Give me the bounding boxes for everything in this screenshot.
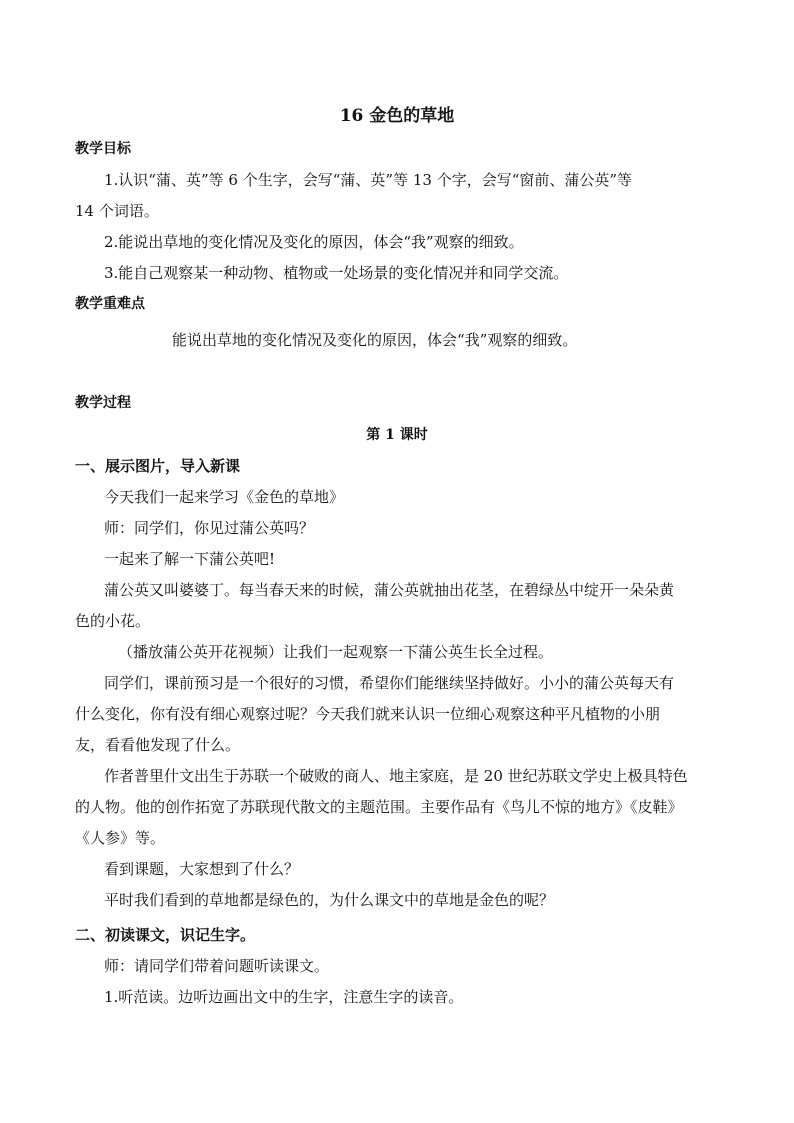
focus-heading: 教学重难点 [75,296,145,312]
goal-item-1: 1.认识“蒲、英”等 6 个生字，会写“蒲、英”等 13 个字，会写“窗前、蒲公英”等 [104,171,633,189]
section-2-heading: 二、初读课文，识记生字。 [75,926,256,944]
section-1-paragraph: 平时我们看到的草地都是绿色的，为什么课文中的草地是金色的呢？ [104,891,555,909]
goal-item-3: 3.能自己观察某一种动物、植物或一处场景的变化情况并和同学交流。 [104,264,569,282]
section-1-paragraph-cont: 友，看看他发现了什么。 [75,736,241,754]
section-1-paragraph: 看到课题，大家想到了什么？ [104,860,300,878]
section-1-paragraph-cont: 什么变化，你有没有细心观察过呢？今天我们就来认识一位细心观察这种平凡植物的小朋 [75,705,661,723]
page-title: 16 金色的草地 [339,106,455,126]
section-1-paragraph-cont: 色的小花。 [75,612,151,630]
section-1-heading: 一、展示图片，导入新课 [75,457,241,475]
section-2-paragraph: 师：请同学们带着问题听读课文。 [104,957,330,975]
goals-heading: 教学目标 [75,141,131,157]
section-1-paragraph: 作者普里什文出生于苏联一个破败的商人、地主家庭，是 20 世纪苏联文学史上极具特色 [104,767,688,785]
section-1-paragraph: 蒲公英又叫婆婆丁。每当春天来的时候，蒲公英就抽出花茎，在碧绿丛中绽开一朵朵黄 [104,581,675,599]
process-heading: 教学过程 [75,395,131,411]
focus-text: 能说出草地的变化情况及变化的原因，体会“我”观察的细致。 [172,331,578,349]
section-1-paragraph: 师：同学们，你见过蒲公英吗？ [104,519,315,537]
section-1-paragraph: （播放蒲公英开花视频）让我们一起观察一下蒲公英生长全过程。 [118,643,554,661]
section-1-paragraph: 今天我们一起来学习《金色的草地》 [104,488,345,506]
lesson-title: 第 1 课时 [366,427,428,443]
section-1-paragraph-cont: 《人参》等。 [75,829,166,847]
goal-item-1-cont: 14 个词语。 [75,202,159,220]
goal-item-2: 2.能说出草地的变化情况及变化的原因，体会“我”观察的细致。 [104,233,524,251]
section-1-paragraph-cont: 的人物。他的创作拓宽了苏联现代散文的主题范围。主要作品有《鸟儿不惊的地方》《皮鞋》 [75,798,683,816]
section-1-paragraph: 一起来了解一下蒲公英吧! [104,550,276,568]
section-1-paragraph: 同学们，课前预习是一个很好的习惯，希望你们能继续坚持做好。小小的蒲公英每天有 [104,674,675,692]
section-2-paragraph: 1.听范读。边听边画出文中的生字，注意生字的读音。 [104,988,464,1006]
